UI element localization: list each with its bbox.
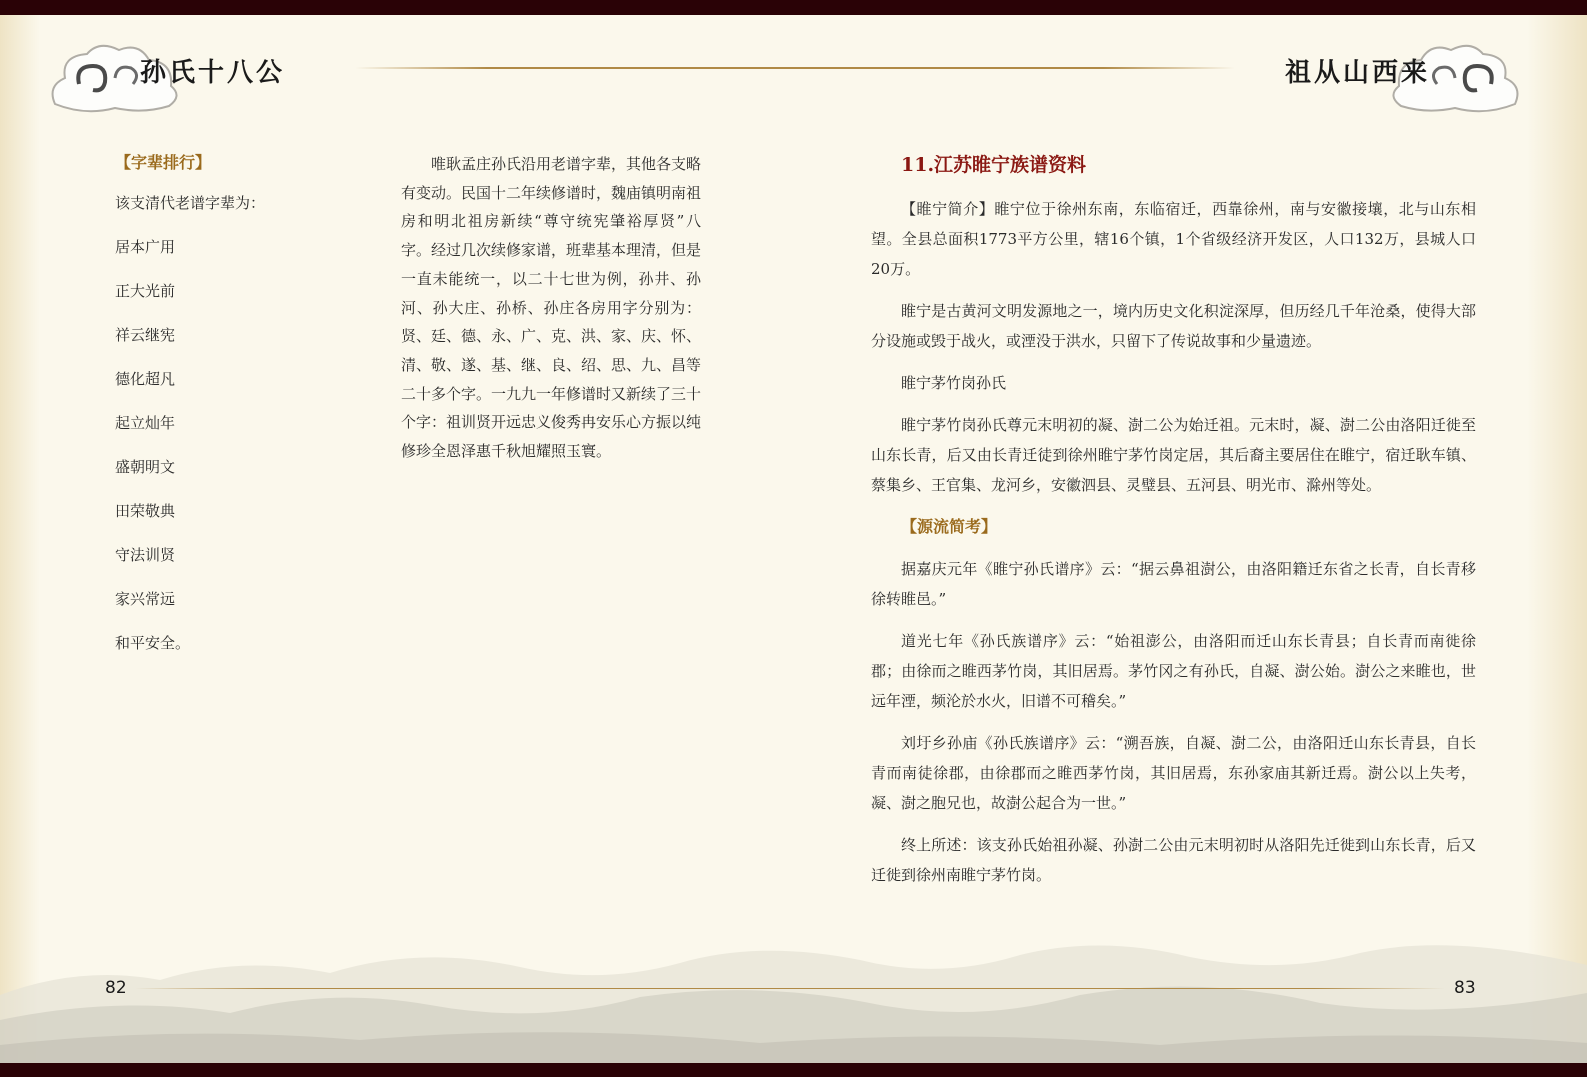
top-frame-bar bbox=[0, 0, 1587, 15]
generation-line: 正大光前 bbox=[115, 282, 176, 300]
body-paragraph: 睢宁是古黄河文明发源地之一，境内历史文化积淀深厚，但历经几千年沧桑，使得大部分设施或毁于战火，或湮没于洪水，只留下了传说故事和少量遗迹。 bbox=[871, 302, 1476, 350]
generation-line: 田荣敬典 bbox=[115, 502, 176, 520]
mountain-landscape-decoration bbox=[0, 925, 1587, 1063]
generation-line: 和平安全。 bbox=[115, 634, 191, 652]
generation-line: 居本广用 bbox=[115, 238, 176, 256]
body-paragraph: 刘圩乡孙庙《孙氏族谱序》云：“溯吾族，自凝、澍二公，由洛阳迁山东长青县，自长青而南徒徐郡，由徐郡而之睢西茅竹岗，其旧居焉，东孙家庙其新迁焉。澍公以上失考，凝、澍之胞兄也，故澍公起合为一世。” bbox=[871, 734, 1476, 812]
left-page-edge bbox=[0, 15, 40, 1063]
right-page-edge bbox=[1527, 15, 1587, 1063]
generation-names-column bbox=[115, 150, 355, 677]
suining-intro-label: 【睢宁简介】 bbox=[901, 200, 995, 218]
generation-line: 盛朝明文 bbox=[115, 458, 176, 476]
origin-study-heading: 【源流简考】 bbox=[901, 517, 998, 536]
generation-history-paragraph: 唯耿孟庄孙氏沿用老谱字辈，其他各支略有变动。民国十二年续修谱时，魏庙镇明南祖房和明北祖房新续“尊守统宪肇裕厚贤”八字。经过几次续修家谱，班辈基本理清，但是一直未能统一，以二十七世为例，孙井、孙河、孙大庄、孙桥、孙庄各房用字分别为：贤、廷、德、永、广、克、洪、家、庆、怀、清、敬、遂、基、继、良、绍、思、九、昌等二十多个字。一九九一年修谱时又新续了三十个字：祖训贤开远忠义俊秀冉安乐心方振以纯修珍全恩泽惠千秋旭耀照玉寰。 bbox=[401, 155, 702, 461]
footer-rule bbox=[135, 988, 1445, 989]
suining-intro-paragraph bbox=[871, 194, 1476, 284]
bottom-frame-bar bbox=[0, 1063, 1587, 1077]
generation-line: 祥云继宪 bbox=[115, 326, 176, 344]
body-paragraph: 据嘉庆元年《睢宁孙氏谱序》云：“据云鼻祖澍公，由洛阳籍迁东省之长青，自长青移徐转睢邑。” bbox=[871, 560, 1476, 608]
generation-history-column bbox=[401, 150, 701, 466]
generation-intro: 该支清代老谱字辈为： bbox=[115, 194, 266, 212]
generation-line: 德化超凡 bbox=[115, 370, 176, 388]
generation-line: 守法训贤 bbox=[115, 546, 176, 564]
body-paragraph: 终上所述：该支孙氏始祖孙凝、孙澍二公由元末明初时从洛阳先迁徙到山东长青，后又迁徙到徐州南睢宁茅竹岗。 bbox=[871, 836, 1476, 884]
generation-line: 家兴常远 bbox=[115, 590, 176, 608]
body-paragraph: 睢宁茅竹岗孙氏 bbox=[901, 374, 1007, 392]
header-rule bbox=[355, 67, 1235, 69]
left-page-number: 82 bbox=[105, 978, 127, 998]
suining-intro-text: 睢宁位于徐州东南，东临宿迁，西靠徐州，南与安徽接壤，北与山东相望。全县总面积1773平方公里，辖16个镇，1个省级经济开发区，人口132万，县城人口20万。 bbox=[871, 200, 1476, 278]
left-page-header-title: 孙氏十八公 bbox=[140, 58, 286, 88]
right-page-number: 83 bbox=[1454, 978, 1476, 998]
generation-line: 起立灿年 bbox=[115, 414, 176, 432]
chapter-title: 11.江苏睢宁族谱资料 bbox=[901, 154, 1087, 176]
body-paragraph: 道光七年《孙氏族谱序》云：“始祖澎公，由洛阳而迁山东长青县；自长青而南徙徐郡；由徐而之睢西茅竹岗，其旧居焉。茅竹冈之有孙氏，自凝、澍公始。澍公之来睢也，世远年湮，频沦於水火，旧谱不可稽矣。” bbox=[871, 632, 1476, 710]
right-page-header-title: 祖从山西来 bbox=[1285, 58, 1431, 88]
body-paragraph: 睢宁茅竹岗孙氏尊元末明初的凝、澍二公为始迁祖。元末时，凝、澍二公由洛阳迁徙至山东长青，后又由长青迁徒到徐州睢宁茅竹岗定居，其后裔主要居住在睢宁，宿迁耿车镇、蔡集乡、王官集、龙河乡，安徽泗县、灵璧县、五河县、明光市、滁州等处。 bbox=[871, 416, 1476, 494]
suining-genealogy-column bbox=[871, 150, 1476, 902]
generation-ranking-heading: 【字辈排行】 bbox=[115, 153, 212, 172]
